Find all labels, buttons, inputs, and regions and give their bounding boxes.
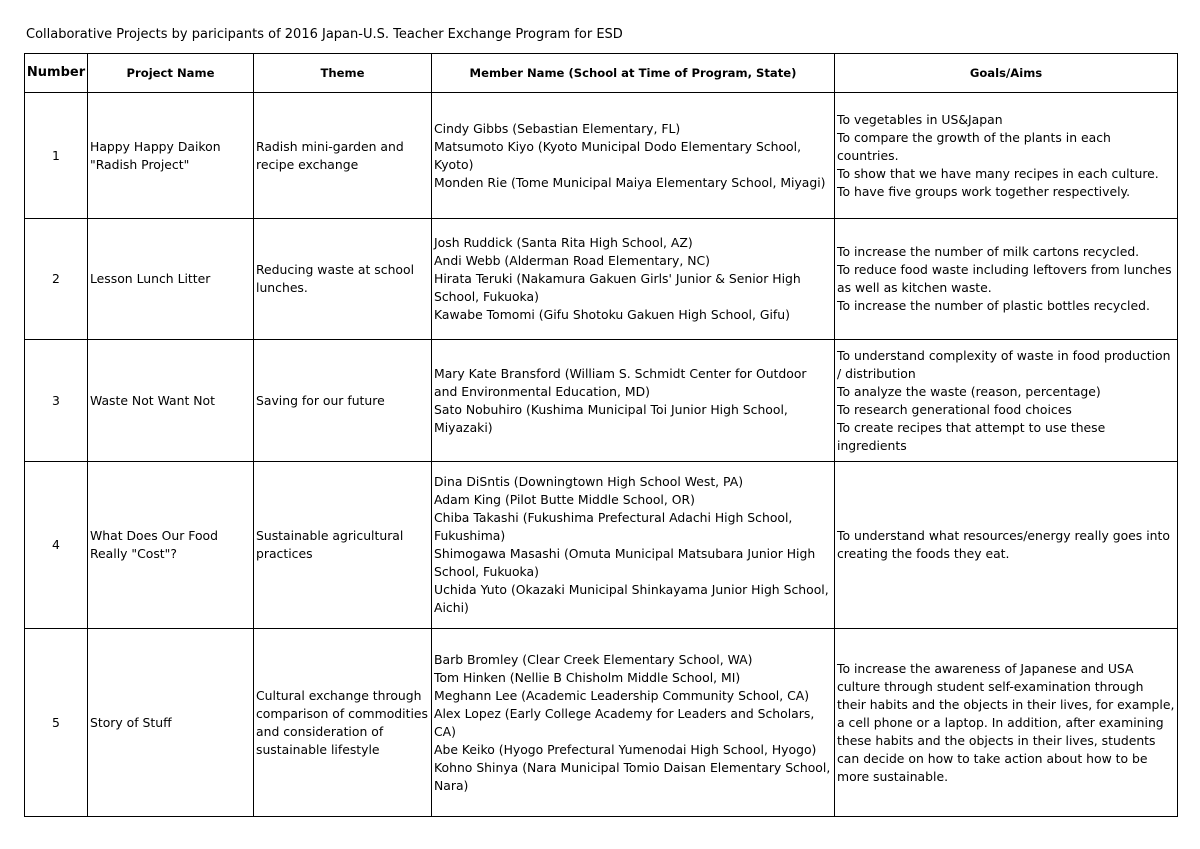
header-number: Number bbox=[25, 54, 88, 93]
row-number: 4 bbox=[25, 462, 88, 629]
members-cell: Cindy Gibbs (Sebastian Elementary, FL) Matsumoto Kiyo (Kyoto Municipal Dodo Elementary School, Kyoto) Monden Rie (Tome Municipal Maiya Elementary School, Miyagi) bbox=[432, 93, 835, 219]
theme-cell: Reducing waste at school lunches. bbox=[254, 219, 432, 340]
row-number: 2 bbox=[25, 219, 88, 340]
table-row bbox=[25, 462, 1178, 629]
theme-cell: Sustainable agricultural practices bbox=[254, 462, 432, 629]
header-row bbox=[25, 54, 1178, 93]
theme-cell: Radish mini-garden and recipe exchange bbox=[254, 93, 432, 219]
goals-cell: To vegetables in US&Japan To compare the growth of the plants in each countries. To show that we have many recipes in each culture. To have five groups work together respectively. bbox=[835, 93, 1178, 219]
header-project-name: Project Name bbox=[88, 54, 254, 93]
project-name-cell: Story of Stuff bbox=[88, 629, 254, 817]
members-cell: Mary Kate Bransford (William S. Schmidt Center for Outdoor and Environmental Education, MD) Sato Nobuhiro (Kushima Municipal Toi Junior High School, Miyazaki) bbox=[432, 340, 835, 462]
document-title: Collaborative Projects by paricipants of 2016 Japan-U.S. Teacher Exchange Program for ESD bbox=[26, 27, 623, 42]
members-cell: Josh Ruddick (Santa Rita High School, AZ) Andi Webb (Alderman Road Elementary, NC) Hirata Teruki (Nakamura Gakuen Girls' Junior & Senior High School, Fukuoka) Kawabe Tomomi (Gifu Shotoku Gakuen High School, Gifu) bbox=[432, 219, 835, 340]
table-body bbox=[25, 93, 1178, 817]
project-name-cell: Happy Happy Daikon "Radish Project" bbox=[88, 93, 254, 219]
projects-table bbox=[24, 53, 1178, 817]
table-header bbox=[25, 54, 1178, 93]
table-row bbox=[25, 629, 1178, 817]
goals-cell: To understand what resources/energy really goes into creating the foods they eat. bbox=[835, 462, 1178, 629]
table-row bbox=[25, 93, 1178, 219]
theme-cell: Cultural exchange through comparison of commodities and consideration of sustainable lifestyle bbox=[254, 629, 432, 817]
row-number: 3 bbox=[25, 340, 88, 462]
row-number: 1 bbox=[25, 93, 88, 219]
project-name-cell: What Does Our Food Really "Cost"? bbox=[88, 462, 254, 629]
members-cell: Barb Bromley (Clear Creek Elementary School, WA) Tom Hinken (Nellie B Chisholm Middle School, MI) Meghann Lee (Academic Leadership Community School, CA) Alex Lopez (Early College Academy for Leaders and Scholars, CA) Abe Keiko (Hyogo Prefectural Yumenodai High School, Hyogo) Kohno Shinya (Nara Municipal Tomio Daisan Elementary School, Nara) bbox=[432, 629, 835, 817]
goals-cell: To increase the awareness of Japanese and USA culture through student self-examination through their habits and the objects in their lives, for example, a cell phone or a laptop. In addition, after examining these habits and the objects in their lives, students can decide on how to take action about how to be more sustainable. bbox=[835, 629, 1178, 817]
header-goals: Goals/Aims bbox=[835, 54, 1178, 93]
goals-cell: To increase the number of milk cartons recycled. To reduce food waste including leftovers from lunches as well as kitchen waste. To increase the number of plastic bottles recycled. bbox=[835, 219, 1178, 340]
theme-cell: Saving for our future bbox=[254, 340, 432, 462]
header-theme: Theme bbox=[254, 54, 432, 93]
table-row bbox=[25, 219, 1178, 340]
goals-cell: To understand complexity of waste in food production / distribution To analyze the waste (reason, percentage) To research generational food choices To create recipes that attempt to use these ingredients bbox=[835, 340, 1178, 462]
header-member-name: Member Name (School at Time of Program, State) bbox=[432, 54, 835, 93]
project-name-cell: Waste Not Want Not bbox=[88, 340, 254, 462]
members-cell: Dina DiSntis (Downingtown High School West, PA) Adam King (Pilot Butte Middle School, OR) Chiba Takashi (Fukushima Prefectural Adachi High School, Fukushima) Shimogawa Masashi (Omuta Municipal Matsubara Junior High School, Fukuoka) Uchida Yuto (Okazaki Municipal Shinkayama Junior High School, Aichi) bbox=[432, 462, 835, 629]
row-number: 5 bbox=[25, 629, 88, 817]
table-row bbox=[25, 340, 1178, 462]
project-name-cell: Lesson Lunch Litter bbox=[88, 219, 254, 340]
